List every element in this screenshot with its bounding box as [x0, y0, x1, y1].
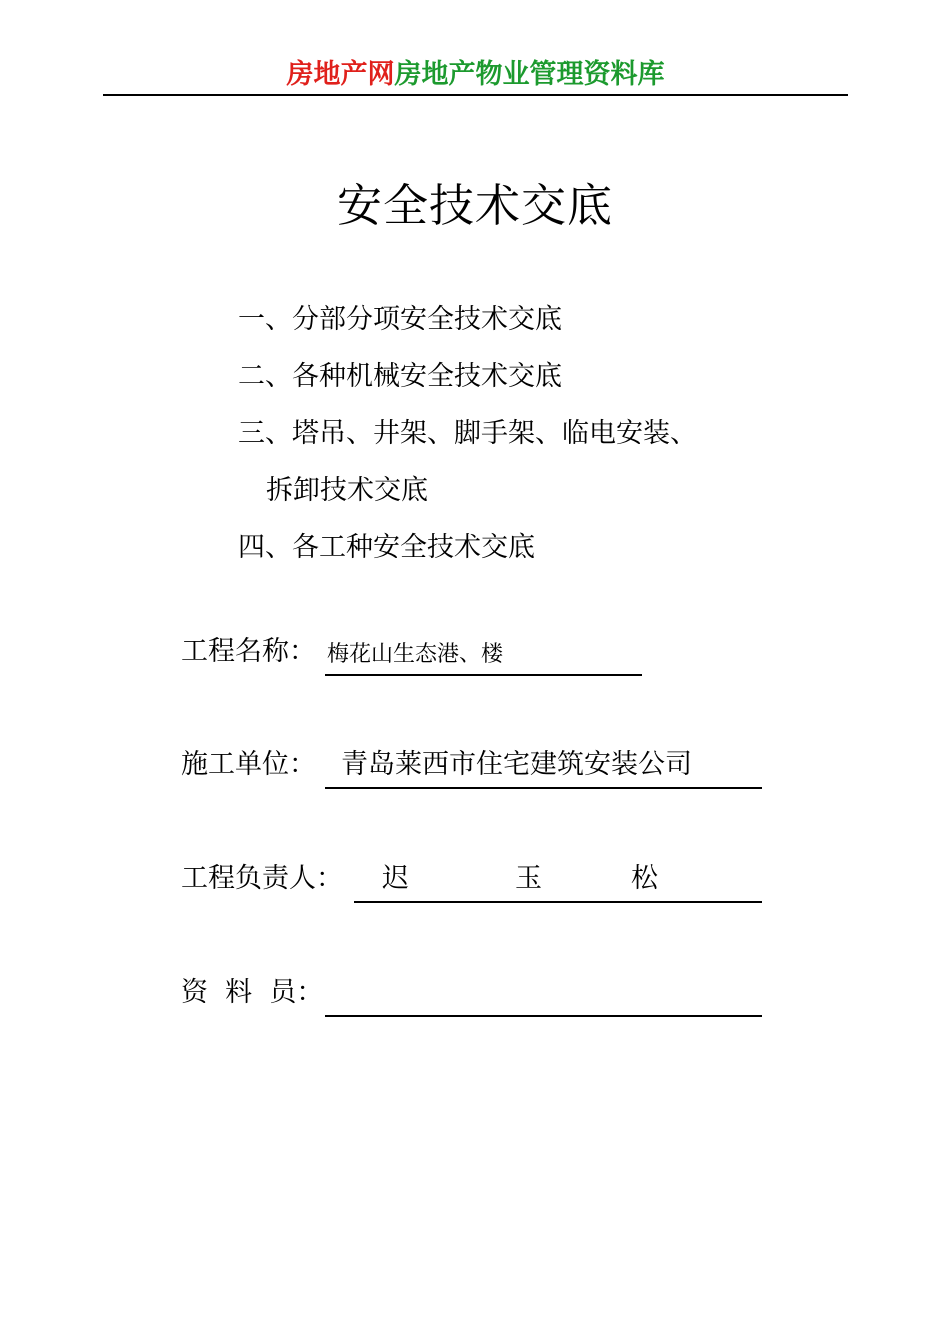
toc-item-3-continued: 拆卸技术交底	[266, 475, 428, 506]
project-name-label: 工程名称：	[181, 636, 316, 667]
data-clerk-value-line	[325, 975, 762, 1017]
project-manager-value-line	[354, 861, 762, 903]
construction-unit-value: 青岛莱西市住宅建筑安装公司	[341, 749, 692, 780]
construction-unit-field	[181, 745, 766, 789]
data-clerk-label: 资 料 员：	[181, 977, 324, 1008]
project-manager-char-2: 玉	[515, 863, 542, 894]
project-manager-char-3: 松	[631, 863, 658, 894]
project-manager-field	[181, 859, 766, 903]
construction-unit-label: 施工单位：	[181, 749, 316, 780]
toc-item-2: 二、各种机械安全技术交底	[238, 361, 562, 392]
project-name-value-line	[325, 634, 642, 676]
toc-item-4: 四、各工种安全技术交底	[238, 532, 535, 563]
toc-item-1: 一、分部分项安全技术交底	[238, 304, 562, 335]
construction-unit-value-line	[325, 747, 762, 789]
project-name-value: 梅花山生态港、楼	[327, 642, 504, 667]
toc-item-3: 三、塔吊、井架、脚手架、临电安装、	[238, 418, 697, 449]
toc-list	[0, 0, 950, 600]
project-manager-char-1: 迟	[382, 863, 409, 894]
header-library-name: 房地产物业管理资料库	[394, 59, 665, 90]
project-name-field	[181, 632, 651, 676]
data-clerk-field	[181, 973, 766, 1017]
document-title: 安全技术交底	[336, 179, 613, 232]
header-site-name: 房地产网	[286, 59, 395, 90]
project-manager-label: 工程负责人：	[181, 863, 343, 894]
